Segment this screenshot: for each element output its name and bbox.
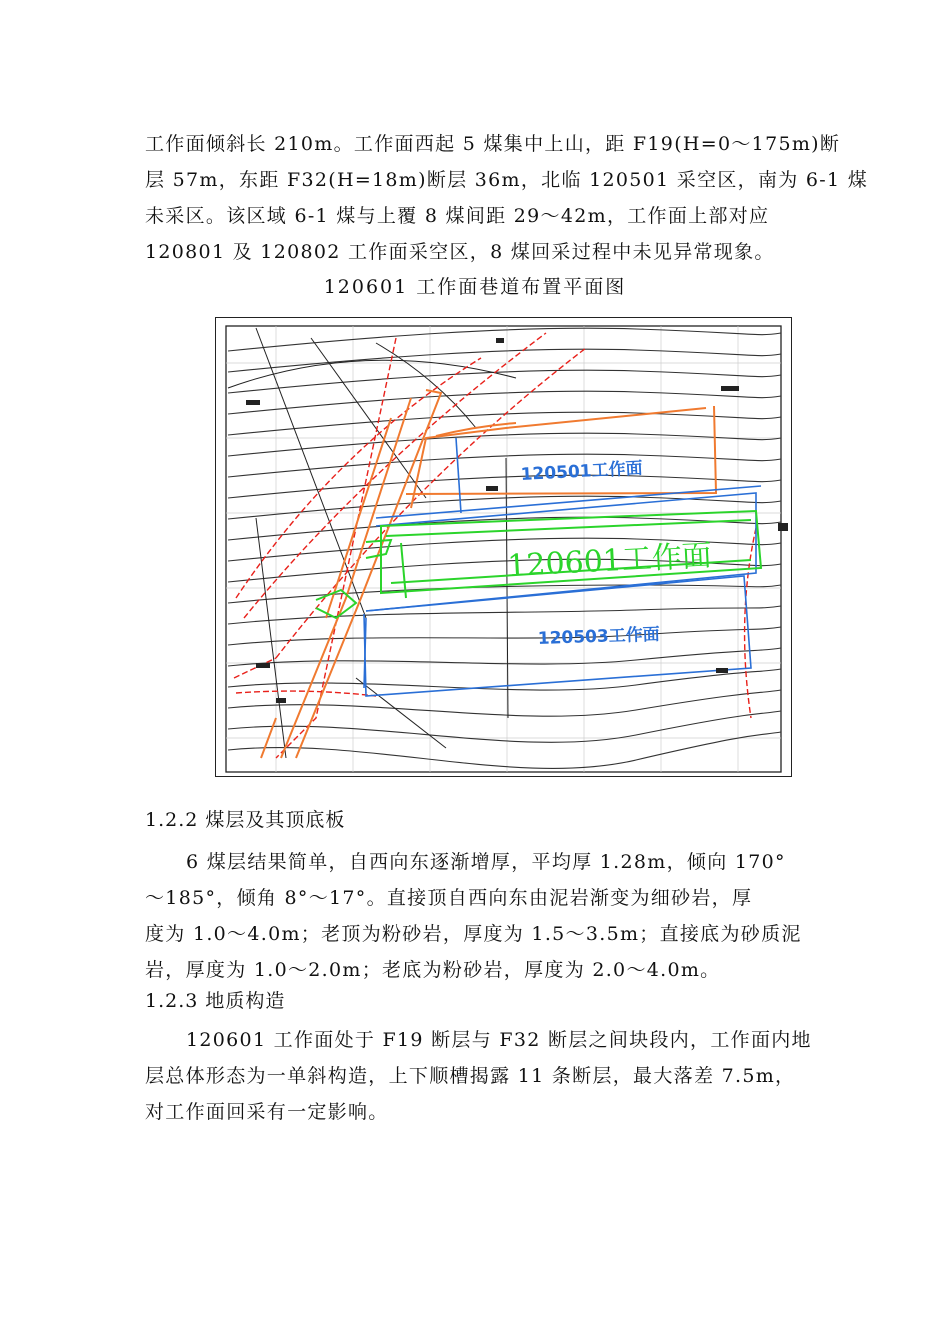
paragraph-line: 120801 及 120802 工作面采空区，8 煤回采过程中未见异常现象。 bbox=[145, 241, 775, 263]
paragraph-line: 对工作面回采有一定影响。 bbox=[145, 1101, 389, 1123]
label-120601: 120601工作面 bbox=[506, 538, 713, 584]
label-120501: 120501工作面 bbox=[520, 458, 644, 485]
paragraph-line: 层总体形态为一单斜构造，上下顺槽揭露 11 条断层，最大落差 7.5m， bbox=[145, 1065, 796, 1087]
figure-caption: 120601 工作面巷道布置平面图 bbox=[323, 276, 627, 298]
section-heading: 1.2.3 地质构造 bbox=[145, 990, 286, 1012]
paragraph-line: 未采区。该区域 6-1 煤与上覆 8 煤间距 29～42m，工作面上部对应 bbox=[145, 205, 770, 227]
paragraph-line: 工作面倾斜长 210m。工作面西起 5 煤集中上山，距 F19(H=0～175m)断 bbox=[145, 133, 841, 155]
paragraph-line: 120601 工作面处于 F19 断层与 F32 断层之间块段内，工作面内地 bbox=[186, 1029, 812, 1051]
paragraph-line: 岩，厚度为 1.0～2.0m；老底为粉砂岩，厚度为 2.0～4.0m。 bbox=[145, 959, 721, 981]
roadway-layout-map bbox=[215, 317, 792, 777]
paragraph-line: 6 煤层结果简单，自西向东逐渐增厚，平均厚 1.28m，倾向 170° bbox=[186, 851, 786, 873]
label-120503: 120503工作面 bbox=[537, 624, 661, 649]
section-heading: 1.2.2 煤层及其顶底板 bbox=[145, 809, 346, 831]
paragraph-line: ～185°，倾角 8°～17°。直接顶自西向东由泥岩渐变为细砂岩，厚 bbox=[145, 887, 753, 909]
paragraph-line: 度为 1.0～4.0m；老顶为粉砂岩，厚度为 1.5～3.5m；直接底为砂质泥 bbox=[145, 923, 802, 945]
paragraph-line: 层 57m，东距 F32(H=18m)断层 36m，北临 120501 采空区，南为 6-1 煤 bbox=[145, 169, 869, 191]
